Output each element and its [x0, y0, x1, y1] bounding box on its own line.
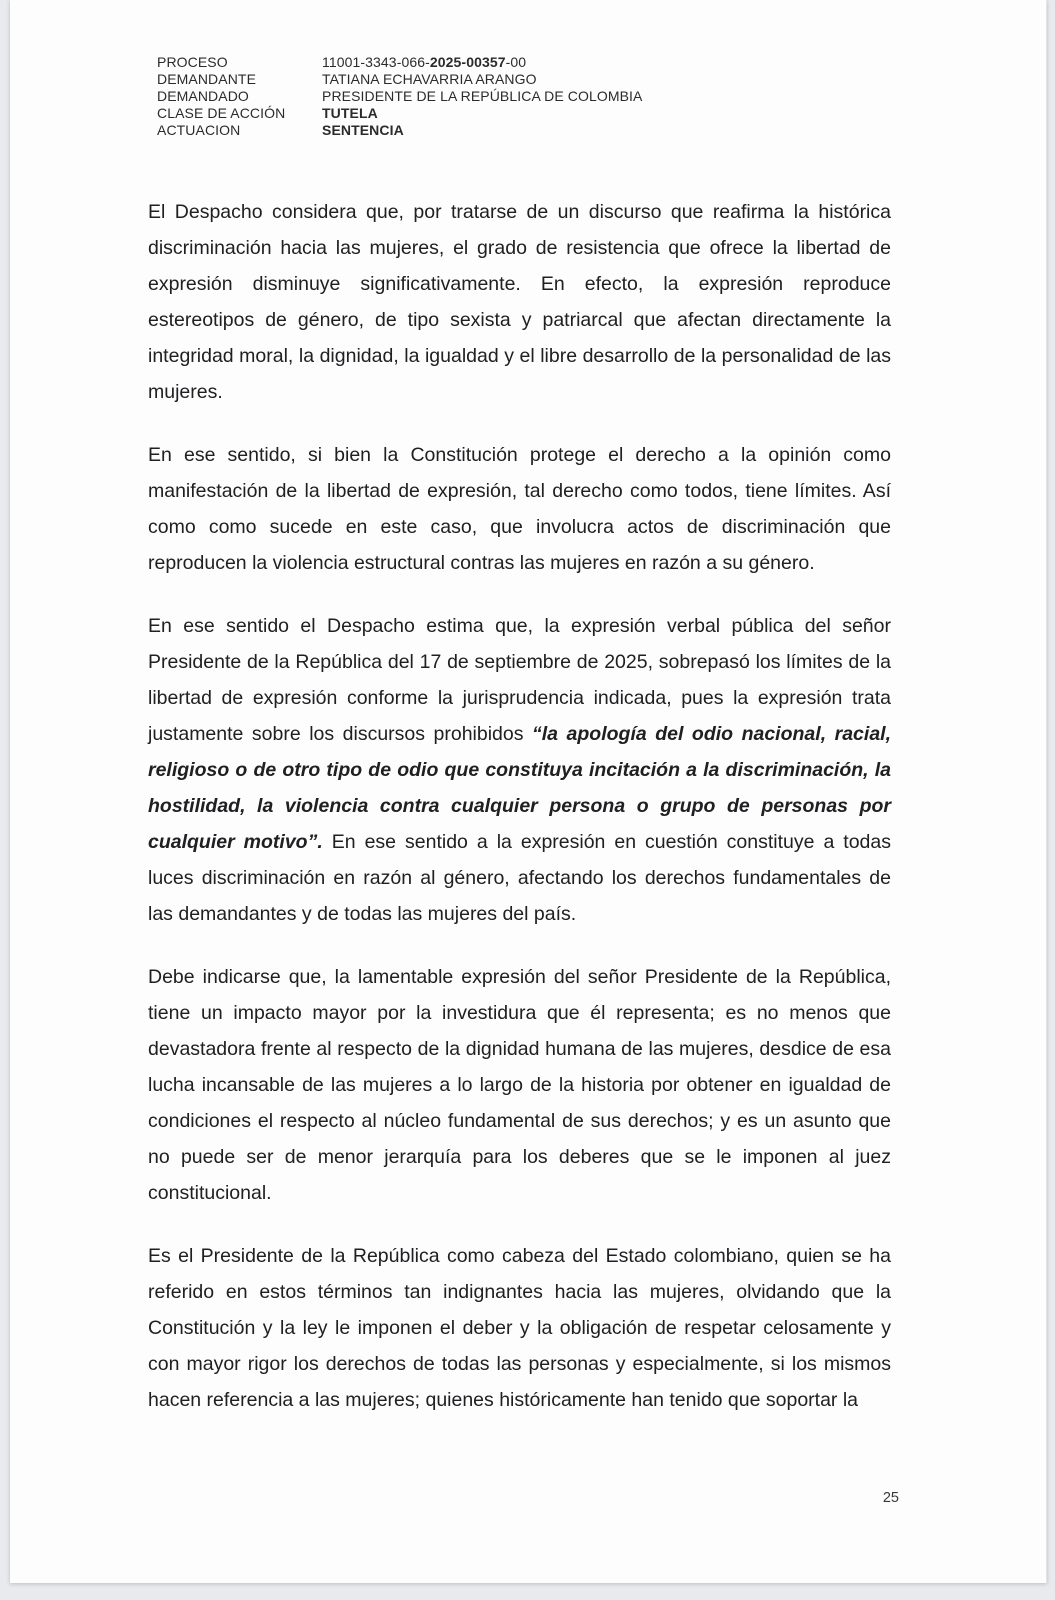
field-value-demandado: PRESIDENTE DE LA REPÚBLICA DE COLOMBIA: [322, 88, 643, 104]
paragraph-1: El Despacho considera que, por tratarse de un discurso que reafirma la histórica discriminación hacia las mujeres, el grado de resistencia que ofrece la libertad de expresión disminuye significativamente. En efecto, la expresión reproduce estereotipos de género, de tipo sexista y patriarcal que afectan directamente la integridad moral, la dignidad, la igualdad y el libre desarrollo de la personalidad de las mujeres.: [148, 201, 891, 403]
case-number-bold-segment: 2025-00357: [429, 54, 506, 70]
paragraph-3-tail: En ese sentido a la expresión en cuestión constituye a todas luces discriminación en razón al género, afectando los derechos fundamentales de las demandantes y de todas las mujeres del país.: [148, 831, 891, 925]
document-page: [10, 0, 1047, 1583]
field-value-proceso: [322, 54, 526, 71]
document-body: [148, 194, 891, 1445]
field-value-demandante: TATIANA ECHAVARRIA ARANGO: [322, 71, 537, 87]
header-row-actuacion: [157, 122, 642, 139]
paragraph-5: Es el Presidente de la República como cabeza del Estado colombiano, quien se ha referido en estos términos tan indignantes hacia las mujeres, olvidando que la Constitución y la ley le imponen el deber y la obligación de respetar celosamente y con mayor rigor los derechos de todas las personas y especialmente, si los mismos hacen referencia a las mujeres; quienes históricamente han tenido que soportar la: [148, 1245, 891, 1411]
field-value-actuacion: SENTENCIA: [322, 122, 404, 138]
paragraph-2: En ese sentido, si bien la Constitución protege el derecho a la opinión como manifestación de la libertad de expresión, tal derecho como todos, tiene límites. Así como como sucede en este caso, que involucra actos de discriminación que reproducen la violencia estructural contras las mujeres en razón a su género.: [148, 444, 891, 574]
paragraph-4: Debe indicarse que, la lamentable expresión del señor Presidente de la República, tiene un impacto mayor por la investidura que él representa; es no menos que devastadora frente al respecto de la dignidad humana de las mujeres, desdice de esa lucha incansable de las mujeres a lo largo de la historia por obtener en igualdad de condiciones el respecto al núcleo fundamental de sus derechos; y es un asunto que no puede ser de menor jerarquía para los deberes que se le imponen al juez constitucional.: [148, 966, 891, 1204]
case-number-suffix: -00: [505, 54, 527, 70]
field-label-actuacion: ACTUACION: [157, 122, 241, 138]
page-number: 25: [882, 1490, 899, 1506]
field-value-clase-de-accion: TUTELA: [322, 105, 378, 121]
header-row-clase-de-accion: [157, 105, 642, 122]
case-number-prefix: 11001-3343-066-: [322, 54, 430, 70]
paragraph-3-lead: En ese sentido el Despacho estima que, la expresión verbal pública del señor Presidente de la República del 17 de septiembre de 2025, sobrepasó los límites de la libertad de expresión conforme la jurisprudencia indicada, pues la expresión trata justamente sobre los discursos prohibidos: [148, 615, 891, 745]
header-row-demandante: [157, 71, 642, 88]
paragraph-3-quoted-prohibited-speech: “la apología del odio nacional, racial, religioso o de otro tipo de odio que constituya incitación a la discriminación, la hostilidad, la violencia contra cualquier persona o grupo de personas por cualquier motivo”.: [148, 723, 891, 853]
field-label-clase-de-accion: CLASE DE ACCIÓN: [157, 105, 286, 121]
header-row-demandado: [157, 88, 642, 105]
header-row-proceso: [157, 54, 642, 71]
field-label-demandante: DEMANDANTE: [157, 71, 257, 87]
field-label-demandado: DEMANDADO: [157, 88, 249, 104]
case-header: [157, 54, 642, 139]
field-label-proceso: PROCESO: [157, 54, 228, 70]
paragraph-3: [148, 608, 891, 932]
